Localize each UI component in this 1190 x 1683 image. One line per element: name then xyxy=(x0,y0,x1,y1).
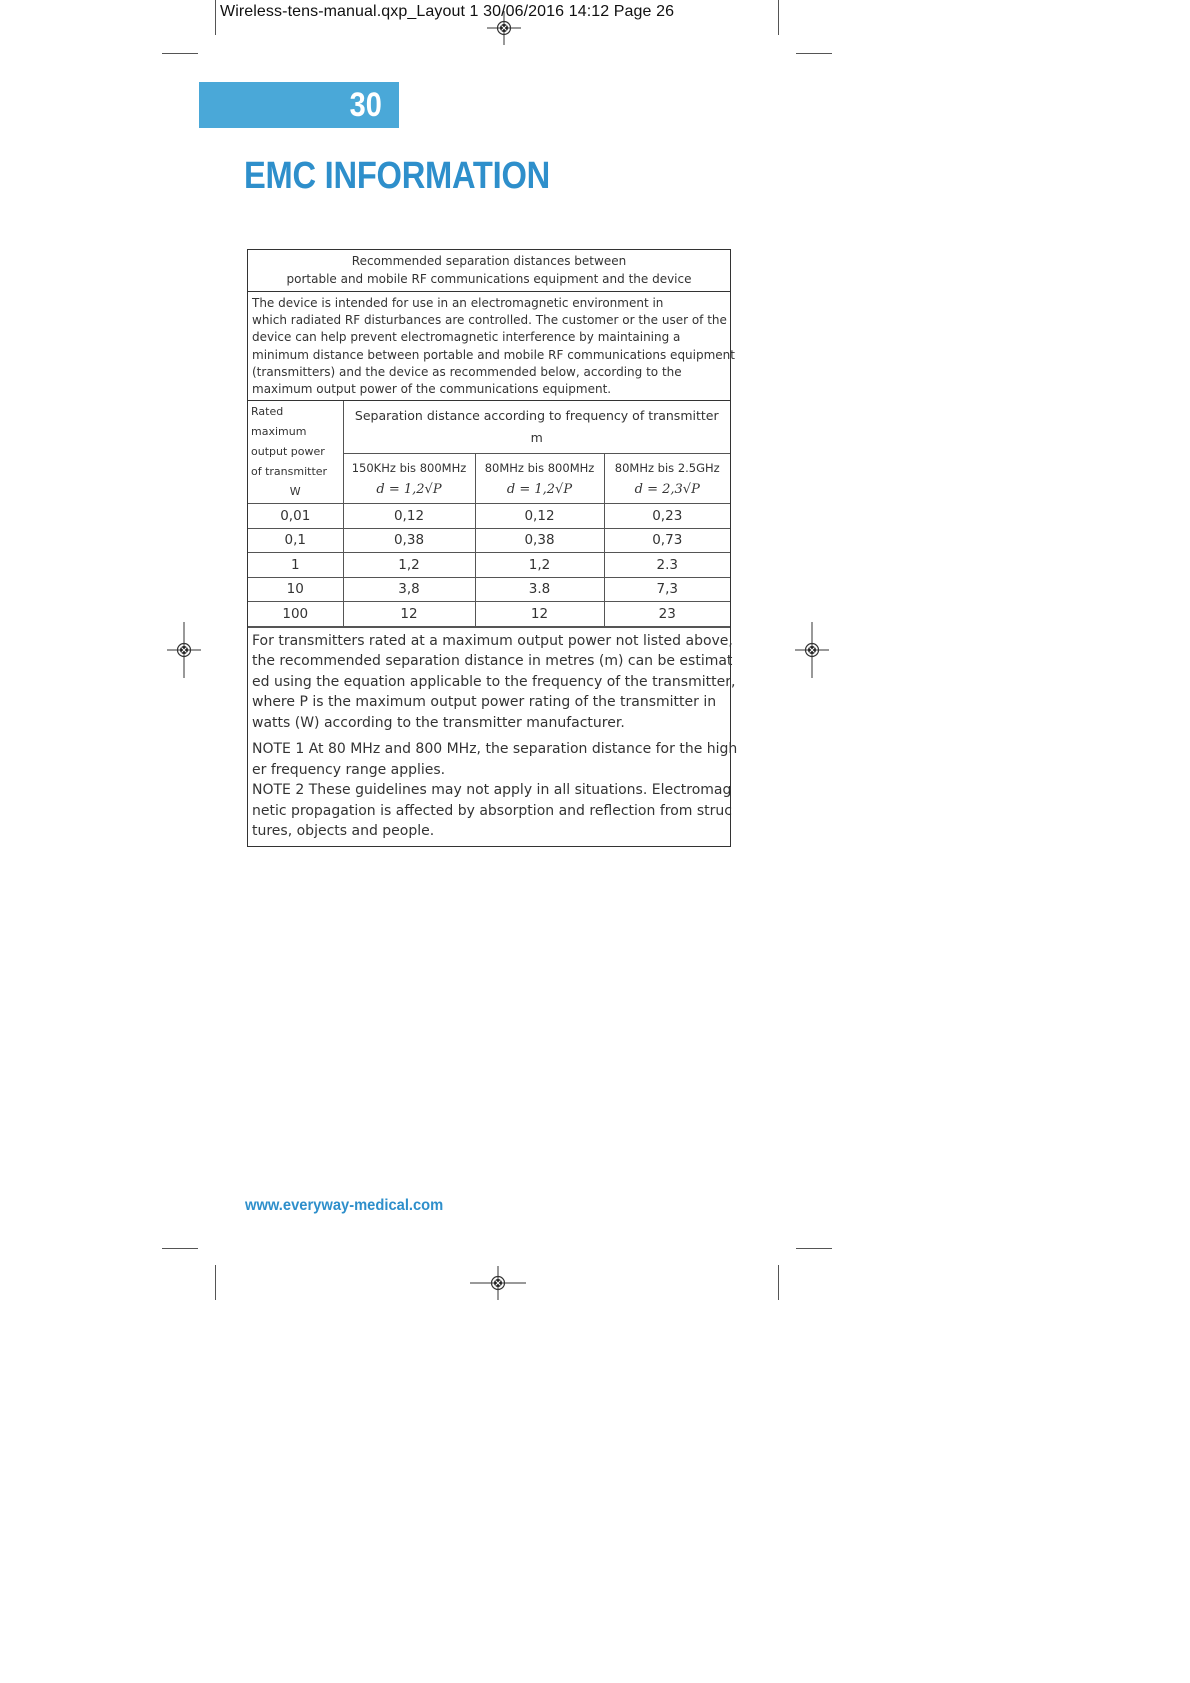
distance-cell: 0,12 xyxy=(475,504,604,529)
header-line: portable and mobile RF communications equipment and the device xyxy=(286,272,692,286)
table-row xyxy=(248,528,730,553)
intro-line: maximum output power of the communications equipment. xyxy=(252,382,612,397)
distance-formula: d = 2,3√P xyxy=(634,481,700,497)
power-cell: 0,1 xyxy=(248,528,343,553)
registration-mark-icon xyxy=(167,622,201,678)
distance-formula: d = 1,2√P xyxy=(506,481,573,497)
distance-formula: d = 1,2√P xyxy=(376,481,442,497)
distance-cell: 0,38 xyxy=(343,528,475,553)
note-line: netic propagation is affected by absorption and reflection from struc xyxy=(252,802,732,819)
distance-cell: 0,23 xyxy=(604,504,730,529)
power-cell: 10 xyxy=(248,577,343,602)
website-link[interactable]: www.everyway-medical.com xyxy=(245,1197,444,1214)
rated-line: of transmitter xyxy=(251,465,328,479)
page-title: EMC INFORMATION xyxy=(244,155,550,197)
intro-line: (transmitters) and the device as recommended below, according to the xyxy=(252,364,682,379)
note-line: tures, objects and people. xyxy=(252,823,435,840)
registration-mark-icon xyxy=(470,1266,526,1300)
separation-header xyxy=(343,401,730,453)
distance-cell: 12 xyxy=(343,602,475,627)
rated-line: Rated maximum xyxy=(251,405,307,439)
distance-cell: 0,38 xyxy=(475,528,604,553)
crop-mark xyxy=(162,53,198,54)
table-header xyxy=(248,250,730,292)
registration-mark-icon xyxy=(487,11,521,45)
intro-text xyxy=(248,292,735,401)
table-row xyxy=(248,602,730,627)
crop-mark xyxy=(778,0,779,35)
rated-power-header xyxy=(248,401,343,504)
table-row xyxy=(248,504,730,529)
crop-mark xyxy=(215,0,216,35)
note-line: NOTE 2 These guidelines may not apply in all situations. Electromag xyxy=(252,782,732,799)
frequency-range: 80MHz bis 800MHz xyxy=(484,460,595,475)
distance-cell: 1,2 xyxy=(475,553,604,578)
footnote-line: the recommended separation distance in metres (m) can be estimat xyxy=(252,653,733,670)
print-slug: Wireless-tens-manual.qxp_Layout 1 30/06/2016 14:12 Page 26 xyxy=(220,3,675,20)
distance-cell: 0,73 xyxy=(604,528,730,553)
separation-unit: m xyxy=(530,430,543,446)
power-cell: 100 xyxy=(248,602,343,627)
power-cell: 0,01 xyxy=(248,504,343,529)
distance-cell: 23 xyxy=(604,602,730,627)
distance-cell: 0,12 xyxy=(343,504,475,529)
rated-line: output power xyxy=(251,445,325,459)
registration-mark-icon xyxy=(795,622,829,678)
page-number: 30 xyxy=(349,85,382,124)
crop-mark xyxy=(796,1248,832,1249)
distance-cell: 1,2 xyxy=(343,553,475,578)
crop-mark xyxy=(215,1265,216,1300)
frequency-column-header xyxy=(343,453,475,503)
distance-cell: 12 xyxy=(475,602,604,627)
intro-line: which radiated RF disturbances are controlled. The customer or the user of the xyxy=(252,313,727,328)
note-line: er frequency range applies. xyxy=(252,761,446,778)
crop-mark xyxy=(796,53,832,54)
separation-heading: Separation distance according to frequency of transmitter xyxy=(354,408,719,424)
intro-line: minimum distance between portable and mobile RF communications equipment xyxy=(252,347,735,362)
intro-line: The device is intended for use in an electromagnetic environment in xyxy=(252,296,664,310)
footnote-line: ed using the equation applicable to the frequency of the transmitter, xyxy=(252,673,736,690)
table-footnotes xyxy=(248,627,738,846)
header-line: Recommended separation distances between xyxy=(351,254,627,268)
footnote-line: For transmitters rated at a maximum output power not listed above, xyxy=(252,632,733,649)
footnote-line: watts (W) according to the transmitter manufacturer. xyxy=(252,714,625,731)
rated-unit: W xyxy=(289,485,301,499)
footnote-line: where P is the maximum output power rating of the transmitter in xyxy=(252,694,717,711)
crop-mark xyxy=(778,1265,779,1300)
frequency-column-header xyxy=(475,453,604,503)
distance-cell: 2.3 xyxy=(604,553,730,578)
crop-mark xyxy=(162,1248,198,1249)
power-cell: 1 xyxy=(248,553,343,578)
frequency-column-header xyxy=(604,453,730,503)
table-row xyxy=(248,553,730,578)
page-number-badge xyxy=(199,82,399,128)
table-row xyxy=(248,577,730,602)
frequency-range: 150KHz bis 800MHz xyxy=(351,460,467,475)
note-line: NOTE 1 At 80 MHz and 800 MHz, the separation distance for the high xyxy=(252,741,738,758)
emc-table xyxy=(247,249,738,847)
frequency-range: 80MHz bis 2.5GHz xyxy=(614,460,720,475)
intro-line: device can help prevent electromagnetic interference by maintaining a xyxy=(252,330,681,345)
distance-cell: 3.8 xyxy=(475,577,604,602)
distance-cell: 3,8 xyxy=(343,577,475,602)
distance-cell: 7,3 xyxy=(604,577,730,602)
separation-distance-table xyxy=(248,401,730,627)
